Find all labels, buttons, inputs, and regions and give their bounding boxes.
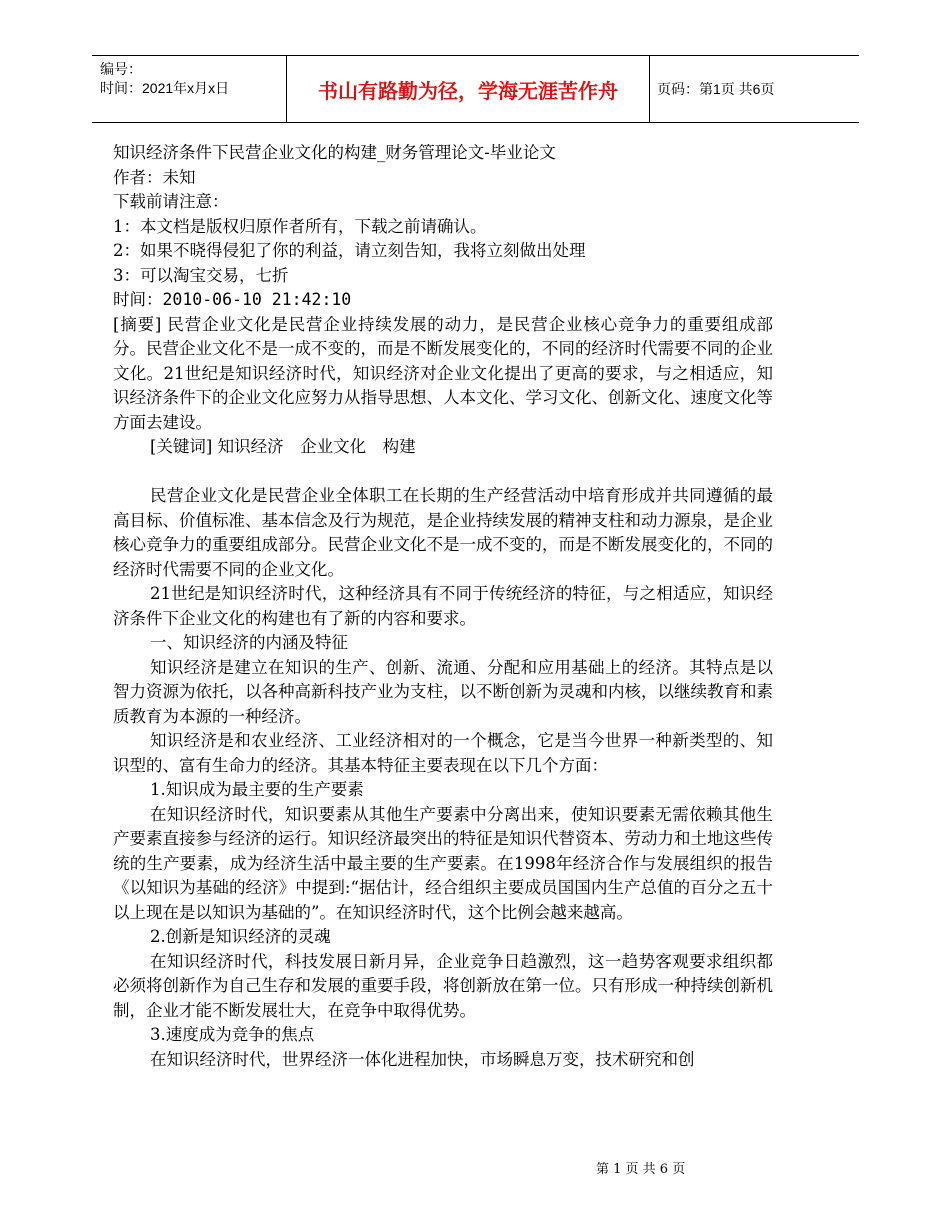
body-paragraph: 21世纪是知识经济时代，这种经济具有不同于传统经济的特征，与之相适应，知识经济条件下企业文化的构建也有了新的内容和要求。 — [113, 584, 773, 628]
body-paragraph: 知识经济是建立在知识的生产、创新、流通、分配和应用基础上的经济。其特点是以智力资源为依托，以各种高新科技产业为支柱，以不断创新为灵魂和内核，以继续教育和素质教育为本源的一种经济。 — [113, 657, 773, 726]
body-paragraph: 民营企业文化是民营企业全体职工在长期的生产经营活动中培育形成并共同遵循的最高目标、价值标准、基本信念及行为规范，是企业持续发展的精神支柱和动力源泉，是企业核心竞争力的重要组成部分。民营企业文化不是一成不变的，而是不断发展变化的，不同的经济时代需要不同的企业文化。 — [113, 486, 773, 579]
abstract-paragraph: [摘要] 民营企业文化是民营企业持续发展的动力，是民营企业核心竞争力的重要组成部分。民营企业文化不是一成不变的，而是不断发展变化的，不同的经济时代需要不同的企业文化。21世纪是知识经济时代，知识经济对企业文化提出了更高的要求，与之相适应，知识经济条件下的企业文化应努力从指导思想、人本文化、学习文化、创新文化、速度文化等方面去建设。 — [113, 314, 773, 432]
document-time: 时间：2010-06-10 21:42:10 — [113, 290, 352, 309]
document-body — [113, 141, 773, 1072]
subsection-heading: 2.创新是知识经济的灵魂 — [150, 927, 331, 946]
blank-line — [113, 460, 773, 485]
body-paragraph: 知识经济是和农业经济、工业经济相对的一个概念，它是当今世界一种新类型的、知识型的、富有生命力的经济。其基本特征主要表现在以下几个方面： — [113, 731, 773, 775]
header-left-cell — [92, 56, 286, 122]
number-label: 编号： — [100, 61, 142, 77]
body-paragraph: 在知识经济时代，科技发展日新月异，企业竞争日趋激烈，这一趋势客观要求组织都必须将创新作为自己生存和发展的重要手段，将创新放在第一位。只有形成一种持续创新机制，企业才能不断发展壮大，在竞争中取得优势。 — [113, 951, 773, 1020]
header-page-info: 页码：第1页 共6页 — [657, 81, 775, 97]
body-paragraph: 在知识经济时代，世界经济一体化进程加快，市场瞬息万变，技术研究和创 — [150, 1049, 695, 1069]
time-label: 时间：2021年x月x日 — [100, 80, 230, 96]
keywords-line: [关键词] 知识经济 企业文化 构建 — [150, 437, 416, 456]
notice-item: 2：如果不晓得侵犯了你的利益，请立刻告知，我将立刻做出处理 — [113, 241, 586, 260]
notice-item: 1：本文档是版权归原作者所有，下载之前请确认。 — [113, 216, 487, 236]
document-author: 作者：未知 — [113, 167, 196, 187]
document-title: 知识经济条件下民营企业文化的构建_财务管理论文-毕业论文 — [113, 143, 556, 162]
body-paragraph: 在知识经济时代，知识要素从其他生产要素中分离出来，使知识要素无需依赖其他生产要素直接参与经济的运行。知识经济最突出的特征是知识代替资本、劳动力和土地这些传统的生产要素，成为经济生活中最主要的生产要素。在1998年经济合作与发展组织的报告《以知识为基础的经济》中提到:“据估计，经合组织主要成员国国内生产总值的百分之五十以上现在是以知识为基础的”。在知识经济时代，这个比例会越来越高。 — [113, 804, 773, 922]
subsection-heading: 3.速度成为竞争的焦点 — [150, 1025, 315, 1044]
header-motto: 书山有路勤为径，学海无涯苦作舟 — [286, 56, 650, 122]
page-footer: 第 1 页 共 6 页 — [596, 1162, 686, 1177]
page-header — [92, 55, 859, 123]
subsection-heading: 1.知识成为最主要的生产要素 — [150, 780, 364, 799]
section-heading: 一、知识经济的内涵及特征 — [150, 633, 348, 652]
notice-item: 3：可以淘宝交易，七折 — [113, 265, 289, 285]
notice-heading: 下载前请注意： — [113, 192, 229, 211]
